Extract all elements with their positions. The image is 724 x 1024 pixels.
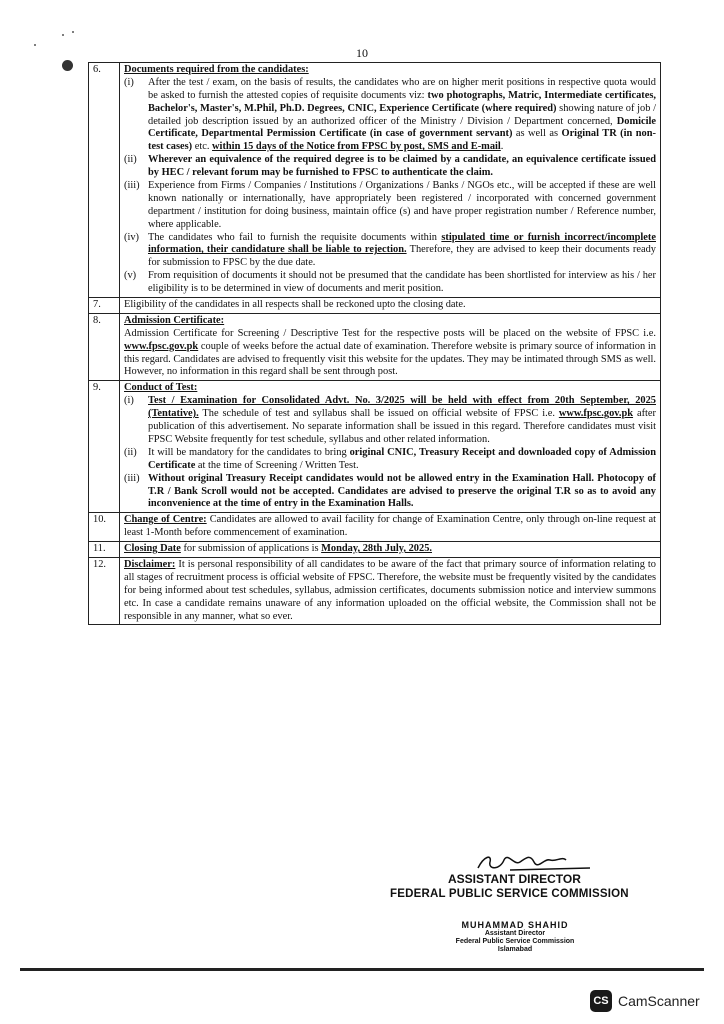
table-row (89, 381, 661, 513)
item-heading: Documents required from the candidates: (124, 64, 309, 75)
official-stamp (440, 920, 590, 954)
sub-item-text: From requisition of documents it should not be presumed that the candidate has been shortlisted for interview as his / her eligibility is to be determined in view of documents and merit position. (148, 270, 656, 295)
item-content (120, 542, 661, 558)
item-text: Eligibility of the candidates in all respects shall be reckoned upto the closing date. (124, 299, 466, 311)
sub-item-number: (v) (124, 270, 137, 282)
signatory-organization: FEDERAL PUBLIC SERVICE COMMISSION (390, 888, 629, 900)
sub-item (124, 180, 656, 232)
fpsc-website-link[interactable]: www.fpsc.gov.pk (124, 340, 199, 352)
item-heading: Admission Certificate: (124, 314, 225, 326)
sub-item-number: (iii) (124, 180, 140, 192)
signatory-designation: ASSISTANT DIRECTOR (448, 872, 581, 886)
scan-speck (34, 44, 36, 46)
sub-item-text: Wherever an equivalence of the required degree is to be claimed by a candidate, an equivalence certificate issued by HEC / relevant forum may be furnished to FPSC to authenticate the claim. (148, 154, 656, 179)
page-bottom-rule (20, 968, 704, 971)
camscanner-label: CamScanner (618, 993, 700, 1009)
scan-speck (62, 34, 64, 36)
item-number: 7. (89, 298, 120, 314)
sub-item-text: It will be mandatory for the candidates to bring original CNIC, Treasury Receipt and downloaded copy of Admission Certificate at the time of Screening / Written Test. (148, 446, 656, 471)
sub-item-text: Experience from Firms / Companies / Institutions / Organizations / Banks / NGOs etc., will be accepted if these are well known nationally or internationally, have appropriately been registered / incorporated with concerned government department / institution for doing business, maintain office (s) and have proper registration number / Reference number, where applicable. (148, 180, 656, 230)
sub-item (124, 154, 656, 180)
instructions-table (88, 62, 661, 625)
sub-item-number: (ii) (124, 154, 137, 166)
stamp-city: Islamabad (497, 946, 533, 954)
fpsc-website-link[interactable]: www.fpsc.gov.pk (558, 408, 634, 420)
item-content (120, 298, 661, 314)
item-content (120, 381, 661, 513)
stamp-organization: Federal Public Service Commission (455, 938, 575, 946)
table-row (89, 513, 661, 542)
camscanner-logo-icon: CS (590, 990, 612, 1012)
camscanner-watermark (590, 990, 700, 1012)
sub-item-text: Without original Treasury Receipt candidates would not be allowed entry in the Examination Hall. Photocopy of T.R / Bank Scroll would not be accepted. Candidates are advised to preserve the original T.R so as to avoid any inconvenience at the time of entry in the Examination Halls. (148, 472, 656, 510)
sub-item (124, 232, 656, 271)
sub-item-number: (i) (124, 395, 134, 407)
item-content (120, 557, 661, 624)
item-heading: Conduct of Test: (124, 382, 198, 394)
table-row (89, 298, 661, 314)
sub-item-number: (ii) (124, 446, 137, 458)
sub-item (124, 77, 656, 154)
sub-item-number: (iv) (124, 231, 140, 243)
sub-item (124, 473, 656, 512)
scan-speck (72, 31, 74, 33)
item-number: 11. (89, 542, 120, 558)
item-number: 10. (89, 513, 120, 542)
item-number: 6. (89, 63, 120, 298)
item-text: Closing Date for submission of applications is Monday, 28th July, 2025. (124, 543, 432, 555)
item-content (120, 513, 661, 542)
sub-item-text: After the test / exam, on the basis of results, the candidates who are on higher merit positions in respective quota would be asked to furnish the attested copies of requisite documents viz: two photographs, Matric, Intermediate certificates, Bachelor's, Master's, M.Phil, Ph.D. Degrees, CNIC, Experience Certificate (where required) showing nature of job / detailed job description issued by an authorized officer of the Ministry / Division / Department concerned, Domicile Certificate, Departmental Permission Certificate (in case of government servant) as well as Original TR (in non-test cases) etc. within 15 days of the Notice from FPSC by post, SMS and E-mail. (148, 76, 656, 153)
table-row (89, 557, 661, 624)
sub-item (124, 270, 656, 296)
sub-item-number: (i) (124, 76, 134, 88)
table-row (89, 313, 661, 380)
item-content (120, 313, 661, 380)
item-content (120, 63, 661, 298)
sub-item-text: The candidates who fail to furnish the requisite documents within stipulated time or furnish incorrect/incomplete information, their candidature shall be liable to rejection. Therefore, they are advised to keep their documents ready for submission to FPSC by the due date. (148, 231, 656, 269)
item-number: 8. (89, 313, 120, 380)
item-number: 12. (89, 557, 120, 624)
sub-item (124, 395, 656, 447)
stamp-title: Assistant Director (484, 930, 546, 937)
page-number: 10 (356, 46, 368, 60)
sub-item (124, 447, 656, 473)
sub-item-number: (iii) (124, 472, 140, 484)
table-row (89, 63, 661, 298)
item-text: Disclaimer: It is personal responsibility of all candidates to be aware of the fact that primary source of information relating to all stages of recruitment process is official website of FPSC. Therefore, the website must be frequently visited by the candidates for being informed about test schedules, syllabus, admission certificates, documents submission notice and interview summons etc. In case a candidate remains unaware of any information uploaded on the official website, the Commission shall not be responsible in any manner, what so ever. (124, 558, 656, 622)
sub-item-text: Test / Examination for Consolidated Advt. No. 3/2025 will be held with effect from 20th September, 2025 (Tentative). The schedule of test and syllabus shall be issued on official website of FPSC i.e. www.fpsc.gov.pk after publication of this advertisement. No separate information shall be issued in this regard. Therefore candidates must visit FPSC Website frequently for test schedule, syllabus and other related information. (148, 395, 656, 445)
item-text: Admission Certificate for Screening / Descriptive Test for the respective posts will be placed on the website of FPSC i.e. www.fpsc.gov.pk couple of weeks before the actual date of examination. Therefore website is primary source of information in this regard. Candidates are advised to frequently visit this website for the updates. They may be intimated through SMS as well. However, no information in this regard shall be sent through post. (124, 327, 656, 378)
stamp-name: MUHAMMAD SHAHID (461, 920, 569, 930)
item-number: 9. (89, 381, 120, 513)
table-row (89, 542, 661, 558)
item-text: Change of Centre: Candidates are allowed to avail facility for change of Examination Centre, only through on-line request at least 1-Month before commencement of examination. (124, 514, 657, 539)
punch-hole-mark (62, 60, 73, 71)
